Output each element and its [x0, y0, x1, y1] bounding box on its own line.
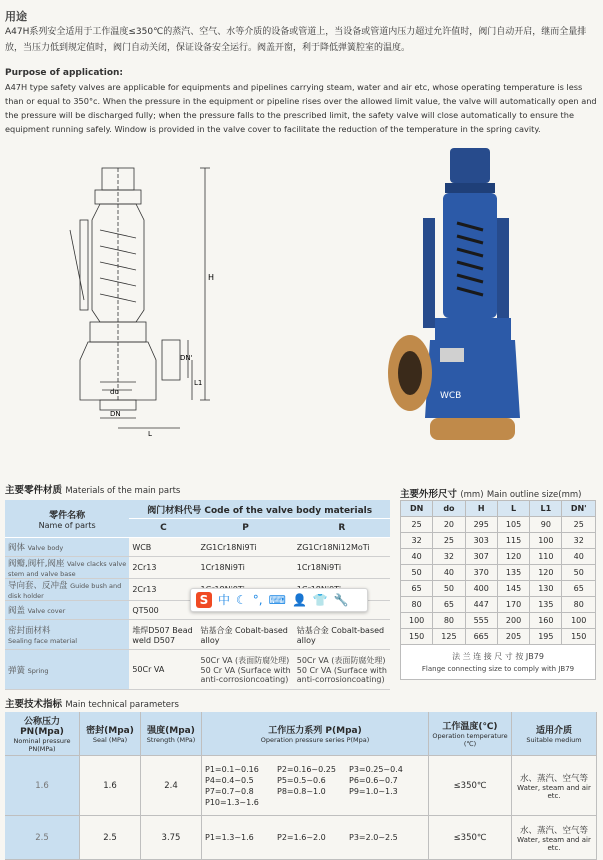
col-do: do	[433, 501, 465, 517]
part-name-cn: 阀体	[8, 543, 26, 553]
cell: 100	[401, 613, 433, 629]
col-dn-prime: DN'	[562, 501, 596, 517]
cell: 195	[530, 629, 562, 645]
cell: 90	[530, 517, 562, 533]
part-name-en: Valve clacks valve stem and valve base	[8, 560, 127, 578]
col-part-en: Name of parts	[38, 520, 96, 530]
cell-r: 50Cr VA (表面防腐处理) 50 Cr VA (Surface with anti-corrosioncoating)	[294, 650, 390, 690]
table-row	[5, 620, 390, 650]
part-name-cn: 阀盖	[8, 606, 26, 616]
cell-p: 50Cr VA (表面防腐处理) 50 Cr VA (Surface with anti-corrosioncoating)	[197, 650, 293, 690]
cell: 120	[497, 549, 529, 565]
cell-c: 堆焊D507 Bead weld D507	[129, 620, 197, 650]
series-item: P8=0.8~1.0	[277, 786, 326, 796]
cell: 307	[465, 549, 497, 565]
cell-seal: 2.5	[80, 816, 141, 860]
col-strength-en: Strength (MPa)	[146, 736, 196, 744]
cell-c: 2Cr13	[129, 557, 197, 579]
cell-r: 1Cr18Ni9Ti	[294, 557, 390, 579]
cell: 65	[562, 581, 596, 597]
materials-header-row	[5, 500, 390, 519]
col-strength-cn: 强度(Mpa)	[147, 726, 195, 736]
materials-heading-cn: 主要零件材质	[5, 485, 63, 496]
series-item: P10=1.3~1.6	[205, 797, 259, 807]
cell: 303	[465, 533, 497, 549]
part-name-cn: 弹簧	[8, 665, 26, 676]
keyboard-icon[interactable]: ⌨	[268, 593, 286, 607]
dim-l1-label: L1	[194, 379, 203, 387]
cell: 80	[562, 597, 596, 613]
series-item: P6=0.6~0.7	[349, 775, 398, 785]
cell: 205	[497, 629, 529, 645]
cell-seal: 1.6	[80, 756, 141, 816]
cell: 145	[497, 581, 529, 597]
materials-heading	[5, 482, 180, 496]
dimensions-heading-unit: (mm)	[460, 490, 484, 500]
cell: 400	[465, 581, 497, 597]
col-pn-cn: 公称压力PN(Mpa)	[20, 717, 64, 737]
cell-c: 2Cr13	[129, 579, 197, 601]
cell-c: WCB	[129, 538, 197, 557]
part-name-en: Valve body	[27, 544, 64, 552]
ime-toolbar[interactable]	[190, 588, 368, 612]
table-row	[401, 517, 596, 533]
dimensions-table	[400, 500, 596, 680]
cell-c: QT500	[129, 601, 197, 620]
col-ops-en: Operation pressure series P(Mpa)	[260, 736, 370, 744]
cell-pn: 1.6	[5, 756, 80, 816]
cell: 65	[401, 581, 433, 597]
cell: 555	[465, 613, 497, 629]
series-item: P2=0.16~0.25	[277, 764, 336, 774]
cell: 130	[530, 581, 562, 597]
sogou-logo-icon[interactable]: S	[196, 592, 212, 608]
cell: 25	[562, 517, 596, 533]
dimensions-header-row	[401, 501, 596, 517]
purpose-text-en: A47H type safety valves are applicable for equipments and pipelines carrying steam, water and air etc, whose operating temperature is less than or equal to 350°c. When the pressure in the equipment or pipeline rises over the allowed limit value, the valve will automatically open and the pressure will be discharged fully; when the pressure falls to the prescribed limit, the safety valve will close automatically to ensure the equipment running safely. Window is provided in the valve cover to facilitate the reduction of the temperature in the spring cavity.	[5, 82, 597, 134]
cell-c: 50Cr VA	[129, 650, 197, 690]
series-item: P1=0.1~0.16	[205, 764, 259, 774]
dim-dn-prime-label: DN'	[180, 354, 193, 362]
pressure-series	[205, 765, 425, 807]
cell-r: ZG1Cr18Ni12MoTi	[294, 538, 390, 557]
col-c: C	[129, 519, 197, 538]
valve-section-drawing	[40, 160, 230, 440]
technical-header-row	[5, 712, 597, 756]
cell: 447	[465, 597, 497, 613]
part-name-en: Sealing face material	[8, 637, 78, 645]
table-row	[401, 549, 596, 565]
cell: 135	[497, 565, 529, 581]
dimensions-heading-cn: 主要外形尺寸	[400, 489, 458, 500]
part-name-en: Guide bush and disk holder	[8, 582, 122, 600]
cell: 65	[433, 597, 465, 613]
cell-strength: 3.75	[141, 816, 202, 860]
wrench-icon[interactable]: 🔧	[333, 593, 349, 607]
medium-cn: 水、蒸汽、空气等	[519, 825, 588, 836]
cell-p: ZG1Cr18Ni9Ti	[197, 538, 293, 557]
dim-l-label: L	[148, 430, 152, 438]
shirt-icon[interactable]: 👕	[312, 593, 328, 607]
medium-cn: 水、蒸汽、空气等	[519, 773, 588, 784]
materials-heading-en: Materials of the main parts	[65, 486, 181, 496]
cell-temp: ≤350℃	[429, 756, 512, 816]
part-name-cn: 导向套、反冲盘	[8, 581, 68, 591]
cell-temp: ≤350℃	[429, 816, 512, 860]
cell: 125	[433, 629, 465, 645]
cell: 32	[562, 533, 596, 549]
cell: 80	[401, 597, 433, 613]
cell: 135	[530, 597, 562, 613]
cell: 100	[530, 533, 562, 549]
cell: 40	[401, 549, 433, 565]
cell: 32	[433, 549, 465, 565]
flange-note-cn: 法 兰 连 接 尺 寸 按 JB79	[452, 652, 544, 661]
cell: 50	[401, 565, 433, 581]
series-item: P3=0.25~0.4	[349, 764, 403, 774]
cell: 20	[433, 517, 465, 533]
table-row	[401, 581, 596, 597]
cell: 115	[497, 533, 529, 549]
col-medium-en: Suitable medium	[526, 736, 582, 744]
chinese-mode-button[interactable]: 中	[218, 593, 231, 607]
col-l: L	[497, 501, 529, 517]
cell: 40	[562, 549, 596, 565]
medium-en: Water, steam and air etc.	[517, 835, 591, 852]
table-row	[401, 597, 596, 613]
series-item: P1=1.3~1.6	[205, 833, 254, 842]
col-part-cn: 零件名称	[49, 510, 86, 521]
part-name-en: Spring	[27, 666, 49, 675]
purpose-title-cn: 用途	[5, 10, 27, 23]
pressure-series	[205, 833, 425, 842]
table-row	[401, 533, 596, 549]
technical-heading	[5, 696, 179, 710]
cell: 40	[433, 565, 465, 581]
dimensions-note-row	[401, 645, 596, 680]
dimensions-heading	[400, 486, 581, 500]
part-name-cn: 阀瓣,阀杆,阀座	[8, 559, 65, 569]
dim-h-label: H	[208, 273, 215, 282]
cell: 80	[433, 613, 465, 629]
col-r: R	[294, 519, 390, 538]
col-ops-cn: 工作压力系列 P(Mpa)	[268, 726, 362, 736]
table-row	[401, 613, 596, 629]
cell: 50	[562, 565, 596, 581]
col-l1: L1	[530, 501, 562, 517]
series-item: P3=2.0~2.5	[349, 833, 398, 842]
photo-body-label: WCB	[440, 391, 462, 401]
col-code: 阀门材料代号 Code of the valve body materials	[129, 500, 390, 519]
purpose-title-en: Purpose of application:	[5, 68, 124, 78]
dim-do-label: do	[110, 388, 119, 396]
flange-note-en: Flange connecting size to comply with JB79	[421, 665, 575, 673]
technical-heading-cn: 主要技术指标	[5, 699, 63, 710]
table-row	[5, 756, 597, 816]
col-pn-en: Nominal pressure PN(MPa)	[13, 737, 71, 753]
part-name-cn: 密封面材料	[8, 626, 51, 636]
series-item: P9=1.0~1.3	[349, 786, 398, 796]
cell: 150	[562, 629, 596, 645]
cell-p: 钴基合金 Cobalt-based alloy	[197, 620, 293, 650]
purpose-text-cn: A47H系列安全适用于工作温度≤350℃的蒸汽、空气、水等介质的设备或管道上，当设备或管道内压力超过允许值时，阀门自动开启，继而全量排放，当压力低到规定值时，阀门自动关闭，保证设备安全运行。阀盖开窗，利于降低弹簧腔室的温度。	[5, 27, 587, 53]
cell: 105	[497, 517, 529, 533]
technical-table	[5, 712, 597, 860]
col-medium-cn: 适用介质	[535, 726, 572, 736]
cell-strength: 2.4	[141, 756, 202, 816]
user-icon[interactable]: 👤	[291, 593, 307, 607]
punctuation-button[interactable]: °,	[252, 593, 263, 607]
cell: 665	[465, 629, 497, 645]
table-row	[5, 557, 390, 579]
cell: 200	[497, 613, 529, 629]
medium-en: Water, steam and air etc.	[517, 783, 591, 800]
col-p: P	[197, 519, 293, 538]
series-item: P7=0.7~0.8	[205, 786, 254, 796]
cell: 100	[562, 613, 596, 629]
cell: 32	[401, 533, 433, 549]
cell: 170	[497, 597, 529, 613]
cell: 25	[401, 517, 433, 533]
table-row	[5, 538, 390, 557]
col-seal-en: Seal (MPa)	[92, 736, 128, 744]
col-temp-cn: 工作温度(℃)	[442, 722, 498, 732]
cell: 120	[530, 565, 562, 581]
technical-heading-en: Main technical parameters	[65, 700, 179, 710]
cell-p: 1Cr18Ni9Ti	[197, 557, 293, 579]
cell: 370	[465, 565, 497, 581]
part-name-en: Valve cover	[27, 607, 66, 615]
cell: 50	[433, 581, 465, 597]
table-row	[5, 650, 390, 690]
cell-pn: 2.5	[5, 816, 80, 860]
valve-photo	[385, 148, 585, 448]
col-temp-en: Operation temperature (℃)	[432, 732, 508, 748]
dimensions-heading-en: Main outline size(mm)	[486, 490, 582, 500]
series-item: P2=1.6~2.0	[277, 833, 326, 842]
series-item: P5=0.5~0.6	[277, 775, 326, 785]
col-seal-cn: 密封(Mpa)	[86, 726, 134, 736]
col-h: H	[465, 501, 497, 517]
cell: 160	[530, 613, 562, 629]
col-dn: DN	[401, 501, 433, 517]
series-item: P4=0.4~0.5	[205, 775, 254, 785]
dim-dn-label: DN	[110, 410, 121, 418]
moon-icon[interactable]: ☾	[236, 593, 247, 607]
cell-r: 钴基合金 Cobalt-based alloy	[294, 620, 390, 650]
cell: 110	[530, 549, 562, 565]
cell: 295	[465, 517, 497, 533]
cell: 25	[433, 533, 465, 549]
table-row	[401, 565, 596, 581]
cell: 150	[401, 629, 433, 645]
table-row	[401, 629, 596, 645]
